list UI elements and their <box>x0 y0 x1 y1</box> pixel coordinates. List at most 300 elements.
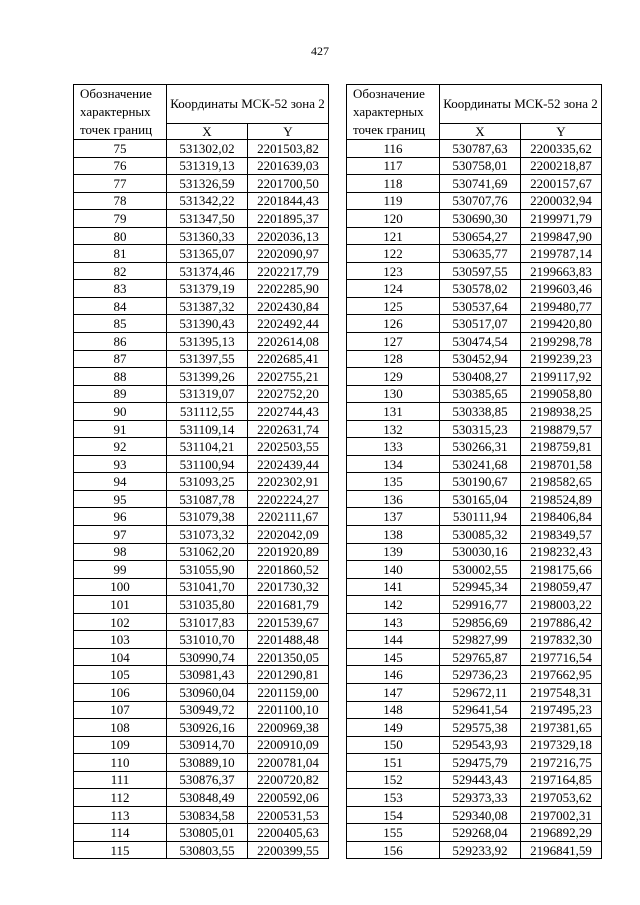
x-coordinate-cell: 531390,43 <box>167 315 248 333</box>
table-row <box>74 175 329 193</box>
table-row <box>347 403 602 421</box>
table-row <box>347 719 602 737</box>
y-coordinate-cell: 2201860,52 <box>248 561 329 579</box>
table-row <box>74 683 329 701</box>
x-coordinate-cell: 531319,13 <box>167 157 248 175</box>
y-coordinate-cell: 2199239,23 <box>521 350 602 368</box>
x-coordinate-cell: 529373,33 <box>440 789 521 807</box>
y-coordinate-cell: 2200218,87 <box>521 157 602 175</box>
y-coordinate-cell: 2196841,59 <box>521 841 602 859</box>
y-coordinate-cell: 2199480,77 <box>521 297 602 315</box>
point-number-cell: 151 <box>347 754 440 772</box>
x-coordinate-cell: 530741,69 <box>440 175 521 193</box>
table-row <box>347 683 602 701</box>
x-coordinate-cell: 530452,94 <box>440 350 521 368</box>
point-number-cell: 100 <box>74 578 167 596</box>
x-coordinate-cell: 530474,54 <box>440 333 521 351</box>
table-row <box>74 385 329 403</box>
y-coordinate-cell: 2200531,53 <box>248 806 329 824</box>
y-coordinate-cell: 2197832,30 <box>521 631 602 649</box>
y-coordinate-cell: 2202614,08 <box>248 333 329 351</box>
point-number-cell: 145 <box>347 648 440 666</box>
y-coordinate-cell: 2202439,44 <box>248 455 329 473</box>
x-coordinate-cell: 529765,87 <box>440 648 521 666</box>
y-coordinate-cell: 2199971,79 <box>521 210 602 228</box>
coordinate-system-header: Координаты МСК-52 зона 2 <box>440 85 602 124</box>
x-coordinate-cell: 530876,37 <box>167 771 248 789</box>
point-number-cell: 78 <box>74 192 167 210</box>
point-number-cell: 132 <box>347 420 440 438</box>
x-coordinate-cell: 531041,70 <box>167 578 248 596</box>
page-number: 427 <box>311 44 329 58</box>
point-number-cell: 98 <box>74 543 167 561</box>
x-coordinate-cell: 529827,99 <box>440 631 521 649</box>
x-coordinate-cell: 529736,23 <box>440 666 521 684</box>
table-row <box>347 490 602 508</box>
x-coordinate-cell: 530981,43 <box>167 666 248 684</box>
table-row <box>74 789 329 807</box>
y-coordinate-cell: 2202492,44 <box>248 315 329 333</box>
point-number-cell: 125 <box>347 297 440 315</box>
y-coordinate-cell: 2199847,90 <box>521 227 602 245</box>
point-number-cell: 76 <box>74 157 167 175</box>
y-coordinate-cell: 2199298,78 <box>521 333 602 351</box>
y-coordinate-cell: 2202744,43 <box>248 403 329 421</box>
table-row <box>74 841 329 859</box>
x-column-header: X <box>440 123 521 140</box>
y-coordinate-cell: 2197053,62 <box>521 789 602 807</box>
x-coordinate-cell: 530803,55 <box>167 841 248 859</box>
x-coordinate-cell: 531062,20 <box>167 543 248 561</box>
table-row <box>347 771 602 789</box>
point-number-cell: 103 <box>74 631 167 649</box>
x-coordinate-cell: 530990,74 <box>167 648 248 666</box>
point-number-cell: 115 <box>74 841 167 859</box>
x-coordinate-cell: 531093,25 <box>167 473 248 491</box>
x-coordinate-cell: 531100,94 <box>167 455 248 473</box>
point-number-cell: 85 <box>74 315 167 333</box>
y-coordinate-cell: 2200157,67 <box>521 175 602 193</box>
x-coordinate-cell: 530002,55 <box>440 561 521 579</box>
y-coordinate-cell: 2198524,89 <box>521 490 602 508</box>
point-number-cell: 88 <box>74 368 167 386</box>
table-row <box>74 157 329 175</box>
y-coordinate-cell: 2201730,32 <box>248 578 329 596</box>
table-row <box>347 455 602 473</box>
table-row <box>347 754 602 772</box>
point-number-cell: 128 <box>347 350 440 368</box>
point-designation-header: Обозначение характерных точек границ <box>74 85 167 140</box>
x-coordinate-cell: 530690,30 <box>440 210 521 228</box>
table-row <box>74 280 329 298</box>
y-coordinate-cell: 2202111,67 <box>248 508 329 526</box>
y-coordinate-cell: 2200969,38 <box>248 719 329 737</box>
y-coordinate-cell: 2197381,65 <box>521 719 602 737</box>
x-coordinate-cell: 531399,26 <box>167 368 248 386</box>
y-coordinate-cell: 2200335,62 <box>521 140 602 158</box>
y-coordinate-cell: 2197329,18 <box>521 736 602 754</box>
point-number-cell: 96 <box>74 508 167 526</box>
x-coordinate-cell: 529543,93 <box>440 736 521 754</box>
y-coordinate-cell: 2202755,21 <box>248 368 329 386</box>
point-number-cell: 97 <box>74 526 167 544</box>
point-number-cell: 95 <box>74 490 167 508</box>
x-coordinate-cell: 529916,77 <box>440 596 521 614</box>
table-row <box>74 455 329 473</box>
table-row <box>347 543 602 561</box>
point-number-cell: 116 <box>347 140 440 158</box>
table-row <box>347 227 602 245</box>
point-number-cell: 138 <box>347 526 440 544</box>
x-coordinate-cell: 530654,27 <box>440 227 521 245</box>
table-row <box>347 350 602 368</box>
point-number-cell: 123 <box>347 262 440 280</box>
point-designation-header: Обозначение характерных точек границ <box>347 85 440 140</box>
x-coordinate-cell: 531365,07 <box>167 245 248 263</box>
table-row <box>347 420 602 438</box>
x-coordinate-cell: 531073,32 <box>167 526 248 544</box>
x-coordinate-cell: 530338,85 <box>440 403 521 421</box>
point-number-cell: 141 <box>347 578 440 596</box>
x-coordinate-cell: 530030,16 <box>440 543 521 561</box>
point-number-cell: 77 <box>74 175 167 193</box>
table-row <box>347 175 602 193</box>
point-number-cell: 153 <box>347 789 440 807</box>
x-coordinate-cell: 529856,69 <box>440 613 521 631</box>
point-number-cell: 75 <box>74 140 167 158</box>
y-coordinate-cell: 2198003,22 <box>521 596 602 614</box>
y-coordinate-cell: 2197716,54 <box>521 648 602 666</box>
x-coordinate-cell: 531347,50 <box>167 210 248 228</box>
x-coordinate-cell: 531374,46 <box>167 262 248 280</box>
table-row <box>74 561 329 579</box>
point-number-cell: 81 <box>74 245 167 263</box>
y-coordinate-cell: 2202752,20 <box>248 385 329 403</box>
x-coordinate-cell: 530787,63 <box>440 140 521 158</box>
y-coordinate-cell: 2200405,63 <box>248 824 329 842</box>
y-coordinate-cell: 2198232,43 <box>521 543 602 561</box>
table-row <box>74 297 329 315</box>
point-number-cell: 118 <box>347 175 440 193</box>
table-row <box>347 561 602 579</box>
table-row <box>74 192 329 210</box>
y-coordinate-cell: 2200032,94 <box>521 192 602 210</box>
y-coordinate-cell: 2202090,97 <box>248 245 329 263</box>
point-number-cell: 136 <box>347 490 440 508</box>
y-column-header: Y <box>521 123 602 140</box>
table-row <box>74 666 329 684</box>
y-coordinate-cell: 2202224,27 <box>248 490 329 508</box>
x-coordinate-cell: 531302,02 <box>167 140 248 158</box>
table-row <box>74 754 329 772</box>
x-coordinate-cell: 530111,94 <box>440 508 521 526</box>
y-coordinate-cell: 2198701,58 <box>521 455 602 473</box>
x-coordinate-cell: 531035,80 <box>167 596 248 614</box>
point-number-cell: 104 <box>74 648 167 666</box>
y-coordinate-cell: 2197886,42 <box>521 613 602 631</box>
y-coordinate-cell: 2200910,09 <box>248 736 329 754</box>
y-coordinate-cell: 2196892,29 <box>521 824 602 842</box>
point-number-cell: 93 <box>74 455 167 473</box>
point-number-cell: 129 <box>347 368 440 386</box>
x-coordinate-cell: 531319,07 <box>167 385 248 403</box>
point-number-cell: 106 <box>74 683 167 701</box>
point-number-cell: 114 <box>74 824 167 842</box>
y-coordinate-cell: 2201488,48 <box>248 631 329 649</box>
x-coordinate-cell: 530635,77 <box>440 245 521 263</box>
table-row <box>347 210 602 228</box>
x-coordinate-cell: 530805,01 <box>167 824 248 842</box>
y-coordinate-cell: 2202430,84 <box>248 297 329 315</box>
x-coordinate-cell: 531055,90 <box>167 561 248 579</box>
table-row <box>74 333 329 351</box>
y-coordinate-cell: 2197548,31 <box>521 683 602 701</box>
y-column-header: Y <box>248 123 329 140</box>
table-row <box>74 648 329 666</box>
table-row <box>347 526 602 544</box>
x-coordinate-cell: 531017,83 <box>167 613 248 631</box>
point-number-cell: 143 <box>347 613 440 631</box>
coordinates-table-left <box>73 84 329 859</box>
table-row <box>74 245 329 263</box>
x-coordinate-cell: 530315,23 <box>440 420 521 438</box>
coordinates-rows-right <box>347 140 602 859</box>
table-row <box>74 736 329 754</box>
x-coordinate-cell: 529475,79 <box>440 754 521 772</box>
point-number-cell: 124 <box>347 280 440 298</box>
x-coordinate-cell: 531360,33 <box>167 227 248 245</box>
x-coordinate-cell: 530190,67 <box>440 473 521 491</box>
x-coordinate-cell: 531104,21 <box>167 438 248 456</box>
point-number-cell: 122 <box>347 245 440 263</box>
point-number-cell: 99 <box>74 561 167 579</box>
point-number-cell: 87 <box>74 350 167 368</box>
y-coordinate-cell: 2202217,79 <box>248 262 329 280</box>
table-row <box>347 315 602 333</box>
x-coordinate-cell: 530578,02 <box>440 280 521 298</box>
x-coordinate-cell: 529268,04 <box>440 824 521 842</box>
table-row <box>347 473 602 491</box>
y-coordinate-cell: 2200399,55 <box>248 841 329 859</box>
point-number-cell: 149 <box>347 719 440 737</box>
x-coordinate-cell: 531387,32 <box>167 297 248 315</box>
y-coordinate-cell: 2199420,80 <box>521 315 602 333</box>
coordinates-rows-left <box>74 140 329 859</box>
point-number-cell: 102 <box>74 613 167 631</box>
y-coordinate-cell: 2201700,50 <box>248 175 329 193</box>
point-number-cell: 113 <box>74 806 167 824</box>
y-coordinate-cell: 2201844,43 <box>248 192 329 210</box>
y-coordinate-cell: 2202042,09 <box>248 526 329 544</box>
table-row <box>74 262 329 280</box>
y-coordinate-cell: 2198349,57 <box>521 526 602 544</box>
point-number-cell: 150 <box>347 736 440 754</box>
y-coordinate-cell: 2197495,23 <box>521 701 602 719</box>
point-number-cell: 84 <box>74 297 167 315</box>
y-coordinate-cell: 2198175,66 <box>521 561 602 579</box>
point-number-cell: 133 <box>347 438 440 456</box>
table-row <box>347 701 602 719</box>
point-number-cell: 107 <box>74 701 167 719</box>
x-coordinate-cell: 531087,78 <box>167 490 248 508</box>
table-row <box>74 490 329 508</box>
table-row <box>74 210 329 228</box>
table-row <box>347 508 602 526</box>
table-row <box>347 578 602 596</box>
point-number-cell: 120 <box>347 210 440 228</box>
table-row <box>347 648 602 666</box>
x-coordinate-cell: 529641,54 <box>440 701 521 719</box>
point-number-cell: 110 <box>74 754 167 772</box>
table-row <box>74 315 329 333</box>
x-coordinate-cell: 531397,55 <box>167 350 248 368</box>
y-coordinate-cell: 2201539,67 <box>248 613 329 631</box>
point-number-cell: 147 <box>347 683 440 701</box>
x-coordinate-cell: 529233,92 <box>440 841 521 859</box>
point-number-cell: 82 <box>74 262 167 280</box>
table-row <box>347 297 602 315</box>
x-coordinate-cell: 530165,04 <box>440 490 521 508</box>
point-number-cell: 134 <box>347 455 440 473</box>
table-row <box>74 543 329 561</box>
y-coordinate-cell: 2198582,65 <box>521 473 602 491</box>
x-coordinate-cell: 531112,55 <box>167 403 248 421</box>
table-row <box>74 806 329 824</box>
table-row <box>347 631 602 649</box>
y-coordinate-cell: 2198059,47 <box>521 578 602 596</box>
x-coordinate-cell: 531109,14 <box>167 420 248 438</box>
x-coordinate-cell: 530758,01 <box>440 157 521 175</box>
point-number-cell: 130 <box>347 385 440 403</box>
table-row <box>347 438 602 456</box>
point-number-cell: 92 <box>74 438 167 456</box>
table-row <box>347 596 602 614</box>
point-number-cell: 117 <box>347 157 440 175</box>
x-coordinate-cell: 530385,65 <box>440 385 521 403</box>
point-number-cell: 137 <box>347 508 440 526</box>
table-row <box>347 245 602 263</box>
point-number-cell: 105 <box>74 666 167 684</box>
x-coordinate-cell: 530597,55 <box>440 262 521 280</box>
y-coordinate-cell: 2198879,57 <box>521 420 602 438</box>
x-coordinate-cell: 530241,68 <box>440 455 521 473</box>
point-number-cell: 90 <box>74 403 167 421</box>
point-number-cell: 139 <box>347 543 440 561</box>
point-number-cell: 89 <box>74 385 167 403</box>
coordinates-table-right <box>346 84 602 859</box>
table-row <box>74 719 329 737</box>
y-coordinate-cell: 2199058,80 <box>521 385 602 403</box>
table-row <box>347 824 602 842</box>
y-coordinate-cell: 2202036,13 <box>248 227 329 245</box>
point-number-cell: 112 <box>74 789 167 807</box>
table-row <box>74 350 329 368</box>
point-number-cell: 135 <box>347 473 440 491</box>
table-row <box>347 262 602 280</box>
table-row <box>74 631 329 649</box>
y-coordinate-cell: 2201100,10 <box>248 701 329 719</box>
table-row <box>347 192 602 210</box>
table-row <box>74 403 329 421</box>
y-coordinate-cell: 2201503,82 <box>248 140 329 158</box>
table-row <box>74 824 329 842</box>
x-coordinate-cell: 530914,70 <box>167 736 248 754</box>
x-coordinate-cell: 530926,16 <box>167 719 248 737</box>
table-row <box>347 806 602 824</box>
x-coordinate-cell: 529575,38 <box>440 719 521 737</box>
point-number-cell: 108 <box>74 719 167 737</box>
y-coordinate-cell: 2201920,89 <box>248 543 329 561</box>
point-number-cell: 86 <box>74 333 167 351</box>
point-number-cell: 80 <box>74 227 167 245</box>
y-coordinate-cell: 2198406,84 <box>521 508 602 526</box>
table-row <box>347 841 602 859</box>
y-coordinate-cell: 2201290,81 <box>248 666 329 684</box>
table-row <box>347 368 602 386</box>
y-coordinate-cell: 2202285,90 <box>248 280 329 298</box>
point-number-cell: 119 <box>347 192 440 210</box>
y-coordinate-cell: 2201895,37 <box>248 210 329 228</box>
y-coordinate-cell: 2197002,31 <box>521 806 602 824</box>
y-coordinate-cell: 2201159,00 <box>248 683 329 701</box>
y-coordinate-cell: 2200781,04 <box>248 754 329 772</box>
table-row <box>347 789 602 807</box>
table-row <box>74 368 329 386</box>
point-number-cell: 127 <box>347 333 440 351</box>
y-coordinate-cell: 2198938,25 <box>521 403 602 421</box>
table-row <box>347 666 602 684</box>
y-coordinate-cell: 2202685,41 <box>248 350 329 368</box>
x-coordinate-cell: 531379,19 <box>167 280 248 298</box>
point-number-cell: 155 <box>347 824 440 842</box>
x-coordinate-cell: 529443,43 <box>440 771 521 789</box>
point-number-cell: 79 <box>74 210 167 228</box>
table-row <box>347 157 602 175</box>
x-coordinate-cell: 530707,76 <box>440 192 521 210</box>
point-number-cell: 101 <box>74 596 167 614</box>
x-coordinate-cell: 531395,13 <box>167 333 248 351</box>
y-coordinate-cell: 2197164,85 <box>521 771 602 789</box>
y-coordinate-cell: 2200720,82 <box>248 771 329 789</box>
table-row <box>347 280 602 298</box>
y-coordinate-cell: 2197216,75 <box>521 754 602 772</box>
table-row <box>74 771 329 789</box>
table-row <box>74 227 329 245</box>
table-row <box>74 613 329 631</box>
table-row <box>347 736 602 754</box>
table-row <box>74 438 329 456</box>
y-coordinate-cell: 2201681,79 <box>248 596 329 614</box>
coordinate-system-header: Координаты МСК-52 зона 2 <box>167 85 329 124</box>
point-number-cell: 94 <box>74 473 167 491</box>
y-coordinate-cell: 2199117,92 <box>521 368 602 386</box>
x-coordinate-cell: 531079,38 <box>167 508 248 526</box>
point-number-cell: 131 <box>347 403 440 421</box>
x-coordinate-cell: 530949,72 <box>167 701 248 719</box>
point-number-cell: 91 <box>74 420 167 438</box>
table-row <box>74 508 329 526</box>
point-number-cell: 144 <box>347 631 440 649</box>
y-coordinate-cell: 2202302,91 <box>248 473 329 491</box>
point-number-cell: 111 <box>74 771 167 789</box>
point-number-cell: 154 <box>347 806 440 824</box>
x-coordinate-cell: 530266,31 <box>440 438 521 456</box>
table-row <box>74 473 329 491</box>
x-coordinate-cell: 530085,32 <box>440 526 521 544</box>
table-row <box>74 526 329 544</box>
table-row <box>74 140 329 158</box>
table-row <box>347 613 602 631</box>
